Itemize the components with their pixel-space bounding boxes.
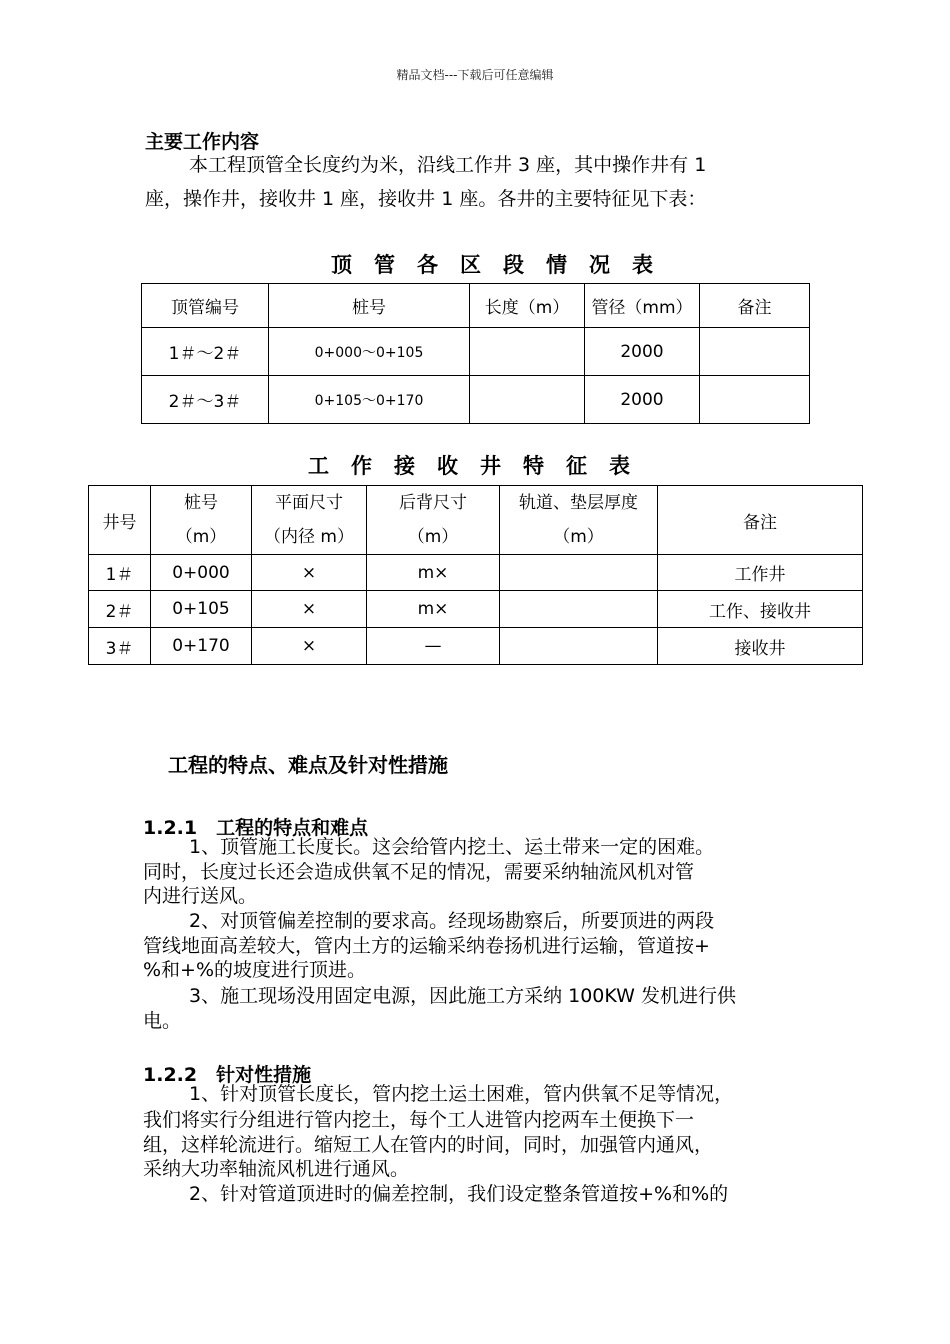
paragraph-line: 管线地面高差较大，管内土方的运输采纳卷扬机进行运输，管道按+ bbox=[143, 935, 710, 957]
paragraph-line: 组，这样轮流进行。缩短工人在管内的时间，同时，加强管内通风， bbox=[143, 1134, 714, 1156]
table-cell: 0+170 bbox=[151, 628, 252, 665]
table-cell: m× bbox=[367, 591, 500, 628]
subsection-title-122: 1.2.2 针对性措施 bbox=[143, 1064, 312, 1086]
paragraph-line: 采纳大功率轴流风机进行通风。 bbox=[143, 1158, 410, 1180]
header-note: 精品文档---下载后可任意编辑 bbox=[396, 68, 554, 82]
table-cell: 2＃～3＃ bbox=[142, 376, 269, 424]
table-cell: m× bbox=[367, 555, 500, 591]
paragraph-line: 1、针对顶管长度长，管内挖土运土困难，管内供氧不足等情况， bbox=[189, 1083, 734, 1105]
table-cell bbox=[500, 628, 658, 665]
table-row bbox=[89, 555, 863, 591]
paragraph-line: %和+%的坡度进行顶进。 bbox=[143, 959, 367, 981]
table2-header-cell: 备注 bbox=[658, 486, 863, 555]
table1-title: 顶管各区段情况表 bbox=[331, 253, 675, 277]
table-cell: 0+105 bbox=[151, 591, 252, 628]
table-cell: 3＃ bbox=[89, 628, 151, 665]
paragraph-line: 本工程顶管全长度约为米，沿线工作井 3 座，其中操作井有 1 bbox=[189, 154, 707, 176]
table-cell: 2＃ bbox=[89, 591, 151, 628]
paragraph-line: 内进行送风。 bbox=[143, 885, 258, 907]
table-cell: 接收井 bbox=[658, 628, 863, 665]
table-cell: 0+000～0+105 bbox=[269, 328, 470, 376]
table-cell bbox=[500, 591, 658, 628]
table-cell: 2000 bbox=[585, 328, 700, 376]
table-cell: × bbox=[252, 555, 367, 591]
table-cell: 0+105～0+170 bbox=[269, 376, 470, 424]
table2-header-cell: 轨道、垫层厚度 （m） bbox=[500, 486, 658, 555]
table2-header-cell: 桩号 （m） bbox=[151, 486, 252, 555]
table1-header-row bbox=[142, 284, 810, 328]
paragraph-line: 座，操作井，接收井 1 座，接收井 1 座。各井的主要特征见下表： bbox=[145, 188, 707, 210]
table1-header-cell: 长度（m） bbox=[470, 284, 585, 328]
paragraph-line: 2、对顶管偏差控制的要求高。经现场勘察后，所要顶进的两段 bbox=[189, 910, 715, 932]
subsection-title-121: 1.2.1 工程的特点和难点 bbox=[143, 817, 369, 839]
table2-header-cell: 井号 bbox=[89, 486, 151, 555]
table2-title: 工作接收井特征表 bbox=[308, 454, 652, 478]
table-cell: × bbox=[252, 591, 367, 628]
paragraph-line: 2、针对管道顶进时的偏差控制，我们设定整条管道按+%和%的 bbox=[189, 1183, 729, 1205]
table-cell: 工作、接收井 bbox=[658, 591, 863, 628]
table-cell: 1＃ bbox=[89, 555, 151, 591]
table1-header-cell: 桩号 bbox=[269, 284, 470, 328]
table-cell: × bbox=[252, 628, 367, 665]
paragraph-line: 我们将实行分组进行管内挖土，每个工人进管内挖两车土便换下一 bbox=[143, 1109, 695, 1131]
section-title-main-work: 主要工作内容 bbox=[145, 131, 260, 153]
table2-header-cell: 后背尺寸 （m） bbox=[367, 486, 500, 555]
table-cell bbox=[470, 328, 585, 376]
table-row bbox=[142, 376, 810, 424]
paragraph-line: 1、顶管施工长度长。这会给管内挖土、运土带来一定的困难。 bbox=[189, 836, 715, 858]
paragraph-line: 3、施工现场没用固定电源，因此施工方采纳 100KW 发机进行供 bbox=[189, 985, 737, 1007]
table-cell: 1＃～2＃ bbox=[142, 328, 269, 376]
table-row bbox=[142, 328, 810, 376]
table1 bbox=[141, 283, 810, 424]
table1-header-cell: 备注 bbox=[700, 284, 810, 328]
table1-header-cell: 管径（mm） bbox=[585, 284, 700, 328]
table2-header-cell: 平面尺寸 （内径 m） bbox=[252, 486, 367, 555]
table-row bbox=[89, 591, 863, 628]
paragraph-line: 同时，长度过长还会造成供氧不足的情况，需要采纳轴流风机对管 bbox=[143, 861, 695, 883]
table1-header-cell: 顶管编号 bbox=[142, 284, 269, 328]
table-cell bbox=[700, 328, 810, 376]
table2-header-row bbox=[89, 486, 863, 555]
table-cell bbox=[700, 376, 810, 424]
table2 bbox=[88, 485, 863, 665]
table-row bbox=[89, 628, 863, 665]
table-cell bbox=[470, 376, 585, 424]
table-cell: 工作井 bbox=[658, 555, 863, 591]
table-cell bbox=[500, 555, 658, 591]
table-cell: 0+000 bbox=[151, 555, 252, 591]
section-title-features: 工程的特点、难点及针对性措施 bbox=[168, 753, 448, 777]
paragraph-line: 电。 bbox=[143, 1010, 182, 1032]
table-cell: 2000 bbox=[585, 376, 700, 424]
table-cell: — bbox=[367, 628, 500, 665]
